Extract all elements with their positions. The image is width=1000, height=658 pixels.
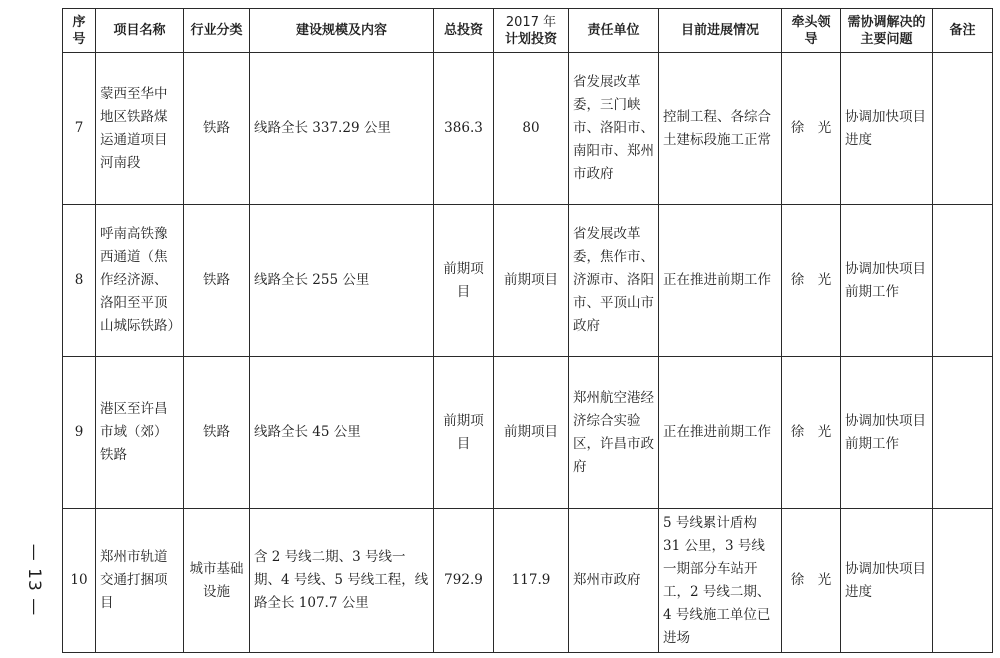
header-seq: 序号	[63, 9, 96, 53]
header-unit: 责任单位	[569, 9, 659, 53]
table-row	[63, 53, 993, 205]
cell-unit: 郑州市政府	[569, 509, 659, 653]
cell-total: 前期项目	[434, 357, 494, 509]
header-issue-line2: 主要问题	[860, 31, 913, 47]
cell-seq: 9	[63, 357, 96, 509]
cell-progress: 正在推进前期工作	[659, 357, 782, 509]
cell-leader: 徐 光	[782, 53, 841, 205]
page-number	[14, 540, 54, 620]
cell-remark	[933, 53, 993, 205]
cell-seq: 7	[63, 53, 96, 205]
cell-leader: 徐 光	[782, 509, 841, 653]
cell-total: 792.9	[434, 509, 494, 653]
cell-plan: 前期项目	[494, 357, 569, 509]
cell-progress: 5 号线累计盾构 31 公里，3 号线一期部分车站开工，2 号线二期、4 号线施工单位已进场	[659, 509, 782, 653]
header-progress: 目前进展情况	[659, 9, 782, 53]
cell-scale: 线路全长 45 公里	[250, 357, 434, 509]
page-number-text: — 13 —	[24, 543, 45, 617]
cell-name: 呼南高铁豫西通道（焦作经济源、洛阳至平顶山城际铁路）	[96, 205, 184, 357]
cell-unit: 省发展改革委，三门峡市、洛阳市、南阳市、郑州市政府	[569, 53, 659, 205]
project-table	[62, 8, 993, 653]
cell-issue: 协调加快项目进度	[841, 509, 933, 653]
header-name: 项目名称	[96, 9, 184, 53]
cell-leader: 徐 光	[782, 357, 841, 509]
cell-unit: 郑州航空港经济综合实验区，许昌市政府	[569, 357, 659, 509]
cell-category: 铁路	[184, 357, 250, 509]
cell-total: 386.3	[434, 53, 494, 205]
header-category: 行业分类	[184, 9, 250, 53]
header-plan-line2: 计划投资	[504, 31, 557, 47]
cell-remark	[933, 205, 993, 357]
header-row	[63, 9, 993, 53]
header-leader: 牵头领导	[782, 9, 841, 53]
header-total: 总投资	[434, 9, 494, 53]
cell-issue: 协调加快项目前期工作	[841, 357, 933, 509]
cell-issue: 协调加快项目前期工作	[841, 205, 933, 357]
cell-progress: 正在推进前期工作	[659, 205, 782, 357]
cell-seq: 10	[63, 509, 96, 653]
cell-name: 郑州市轨道交通打捆项目	[96, 509, 184, 653]
cell-name: 蒙西至华中地区铁路煤运通道项目河南段	[96, 53, 184, 205]
cell-leader: 徐 光	[782, 205, 841, 357]
cell-seq: 8	[63, 205, 96, 357]
header-plan	[494, 9, 569, 53]
cell-remark	[933, 357, 993, 509]
cell-category: 铁路	[184, 53, 250, 205]
table-row	[63, 205, 993, 357]
header-plan-line1: 2017 年	[505, 14, 557, 30]
cell-category: 城市基础设施	[184, 509, 250, 653]
cell-total: 前期项目	[434, 205, 494, 357]
cell-plan: 80	[494, 53, 569, 205]
cell-unit: 省发展改革委，焦作市、济源市、洛阳市、平顶山市政府	[569, 205, 659, 357]
header-remark: 备注	[933, 9, 993, 53]
cell-progress: 控制工程、各综合土建标段施工正常	[659, 53, 782, 205]
cell-plan: 117.9	[494, 509, 569, 653]
table-row	[63, 357, 993, 509]
header-issue	[841, 9, 933, 53]
cell-category: 铁路	[184, 205, 250, 357]
cell-scale: 线路全长 255 公里	[250, 205, 434, 357]
cell-scale: 含 2 号线二期、3 号线一期、4 号线、5 号线工程，线路全长 107.7 公里	[250, 509, 434, 653]
cell-remark	[933, 509, 993, 653]
cell-scale: 线路全长 337.29 公里	[250, 53, 434, 205]
header-scale: 建设规模及内容	[250, 9, 434, 53]
cell-name: 港区至许昌市域（郊）铁路	[96, 357, 184, 509]
cell-issue: 协调加快项目进度	[841, 53, 933, 205]
table-row	[63, 509, 993, 653]
cell-plan: 前期项目	[494, 205, 569, 357]
header-issue-line1: 需协调解决的	[847, 14, 926, 30]
